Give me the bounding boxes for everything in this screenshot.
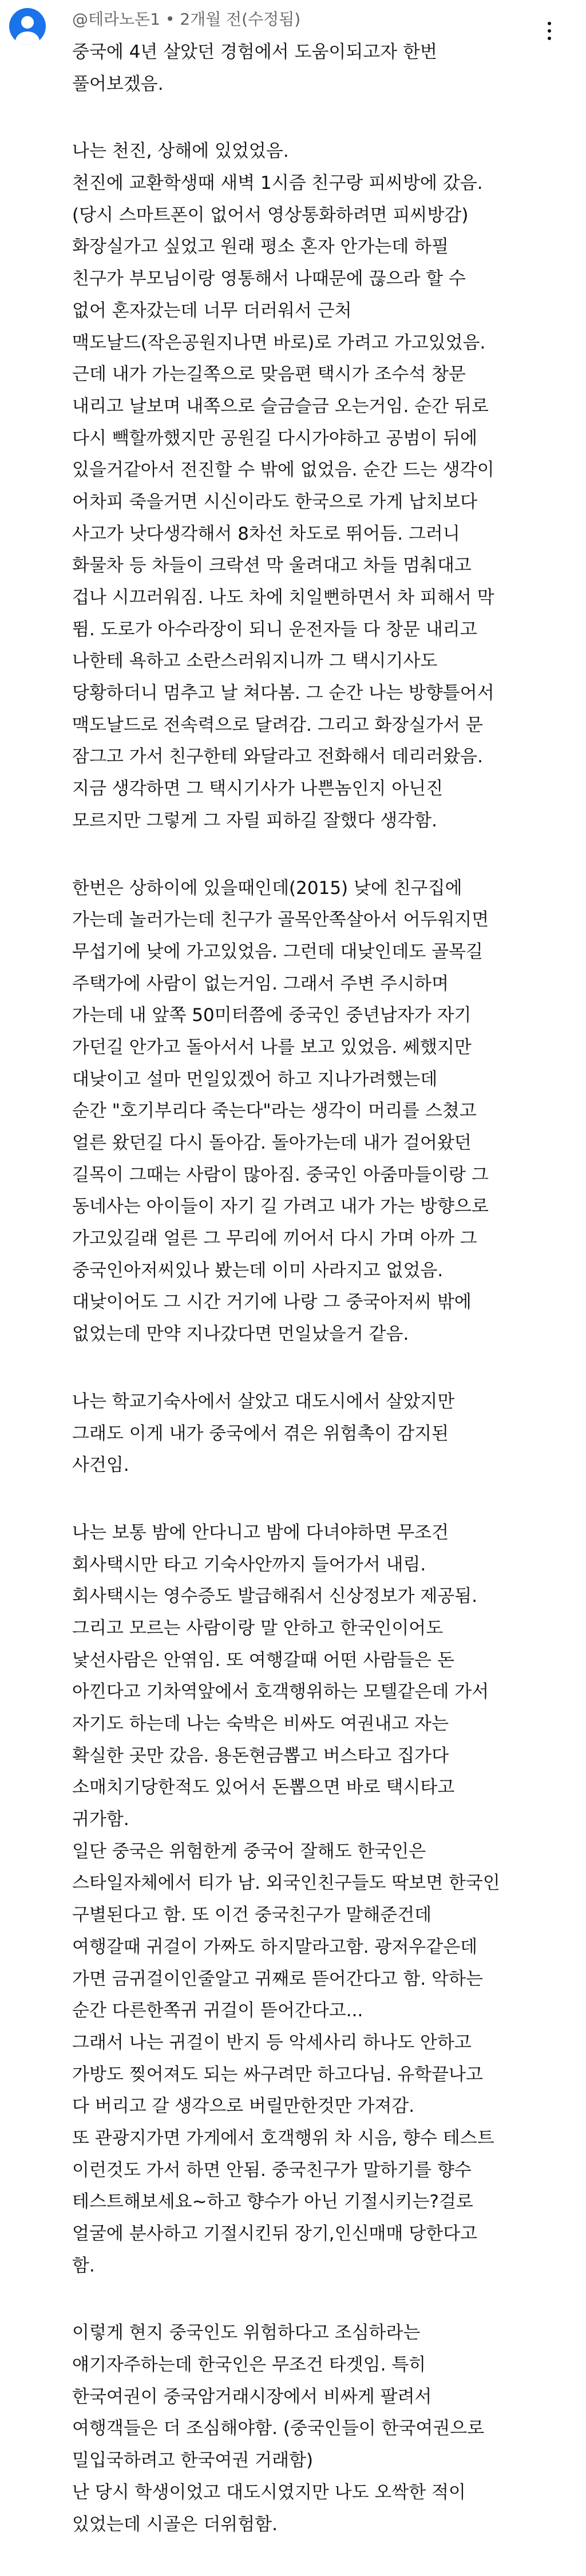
comment-paragraph: [72, 1386, 576, 1482]
comment-text-line: 얼른 왔던길 다시 돌아감. 돌아가는데 내가 걸어왔던: [72, 1133, 472, 1153]
comment-text-line: 이렇게 현지 중국인도 위험하다고 조심하라는: [72, 2322, 421, 2344]
comment-text-line: 중국인아저씨있나 봤는데 이미 사라지고 없었음.: [72, 1260, 444, 1281]
comment-text-line: 화장실가고 싶었고 원래 평소 혼자 안가는데 하필: [72, 236, 449, 258]
avatar[interactable]: [9, 8, 46, 45]
comment-text-line: 얼굴에 분사하고 기절시킨뒤 장기,인신매매 당한다고: [72, 2223, 478, 2244]
comment-text-line: 중국에 4년 살았던 경험에서 도움이되고자 한번: [72, 42, 437, 62]
comment-text-line: 그래도 이게 내가 중국에서 겪은 위험촉이 감지된: [72, 1423, 449, 1444]
separator-dot: •: [160, 10, 180, 29]
comment-paragraph: [72, 37, 576, 100]
comment-text-line: 확실한 곳만 갔음. 용돈현금뽑고 버스타고 집가다: [72, 1745, 449, 1766]
comment-text-line: 다 버리고 갈 생각으로 버릴만한것만 가져감.: [72, 2096, 415, 2117]
comment-text-line: 순간 다른한쪽귀 귀걸이 뜯어간다고...: [72, 2000, 363, 2021]
comment-text-line: 없어 혼자갔는데 너무 더러워서 근처: [72, 300, 352, 321]
author-handle[interactable]: @테라노돈1: [72, 10, 161, 29]
comment-paragraph: [72, 2317, 576, 2541]
comment-text-line: 여행갈때 귀걸이 가짜도 하지말라고함. 광저우같은데: [72, 1936, 478, 1957]
comment-text-line: 다시 빽할까했지만 공원길 다시가야하고 공범이 뒤에: [72, 428, 478, 449]
comment-paragraph: [72, 1517, 576, 2282]
comment-text-line: 맥도날드(작은공원지나면 바로)로 가려고 가고있었음.: [72, 332, 486, 353]
comment-text-line: 나는 보통 밤에 안다니고 밤에 다녀야하면 무조건: [72, 1522, 449, 1543]
comment-timestamp[interactable]: 2개월 전: [180, 10, 242, 29]
comment-text-line: 아낀다고 기차역앞에서 호객행위하는 모텔같은데 가서: [72, 1681, 489, 1703]
comment-text-line: 화물차 등 차들이 크락션 막 울려대고 차들 멈춰대고: [72, 555, 472, 576]
comment-text-line: 있었는데 시골은 더위험함.: [72, 2514, 278, 2535]
comment-text-line: 일단 중국은 위험한게 중국어 잘해도 한국인은: [72, 1841, 426, 1862]
comment-text-line: 가방도 찢어져도 되는 싸구려만 하고다님. 유학끝나고: [72, 2064, 483, 2085]
comment-text-line: 맥도날드로 전속력으로 달려감. 그리고 화장실가서 문: [72, 714, 483, 735]
comment-text-line: 여행객들은 더 조심해야함. (중국인들이 한국여권으로: [72, 2418, 485, 2439]
comment-text-line: 스타일자체에서 티가 남. 외국인친구들도 딱보면 한국인: [72, 1873, 500, 1894]
comment-text-line: 사건임.: [72, 1455, 129, 1476]
comment-text-line: 함.: [72, 2255, 95, 2276]
comment-text-line: 가던길 안가고 돌아서서 나를 보고 있었음. 쎄했지만: [72, 1036, 472, 1058]
more-vert-icon: [548, 29, 551, 33]
comment-text-line: 구별된다고 함. 또 이건 중국친구가 말해준건데: [72, 1905, 432, 1926]
edited-label: (수정됨): [241, 10, 301, 29]
comment-text-line: 대낮이어도 그 시간 거기에 나랑 그 중국아저씨 밖에: [72, 1292, 472, 1313]
comment-text-line: 근데 내가 가는길쪽으로 맞음편 택시가 조수석 창문: [72, 364, 466, 385]
comment-text-line: 사고가 낫다생각해서 8차선 차도로 뛰어듬. 그러니: [72, 523, 460, 544]
comment-text-line: 나한테 욕하고 소란스러워지니까 그 택시기사도: [72, 651, 438, 672]
comment-text-line: (당시 스마트폰이 없어서 영상통화하려면 피씨방감): [72, 204, 469, 225]
comment-text-line: 모르지만 그렇게 그 자릴 피하길 잘했다 생각함.: [72, 810, 437, 831]
comment-text-line: 한번은 상하이에 있을때인데(2015) 낮에 친구집에: [72, 877, 462, 899]
comment-paragraph: [72, 136, 576, 837]
comment-text-line: 겁나 시끄러워짐. 나도 차에 치일뻔하면서 차 피해서 막: [72, 587, 494, 608]
comment-text-line: 내리고 날보며 내쪽으로 슬금슬금 오는거임. 순간 뒤로: [72, 395, 489, 417]
comment-text-line: 그래서 나는 귀걸이 반지 등 악세사리 하나도 안하고: [72, 2032, 472, 2053]
default-avatar-icon: [9, 8, 46, 45]
comment-text-line: 지금 생각하면 그 택시기사가 나쁜놈인지 아닌진: [72, 778, 444, 800]
comment-text-line: 회사택시는 영수증도 발급해줘서 신상정보가 제공됨.: [72, 1586, 478, 1607]
comment-text-line: 대낮이고 설마 먼일있겠어 하고 지나가려했는데: [72, 1069, 438, 1090]
comment-text-line: 있을거같아서 전진할 수 밖에 없었음. 순간 드는 생각이: [72, 460, 494, 481]
comment-text-line: 주택가에 사람이 없는거임. 그래서 주변 주시하며: [72, 973, 449, 994]
comment-paragraph: [72, 873, 576, 1351]
comment-header: [72, 3, 300, 35]
comment-text-line: 순간 "호기부리다 죽는다"라는 생각이 머리를 스쳤고: [72, 1101, 477, 1122]
comment-body: [72, 37, 576, 2576]
comment-text-line: 천진에 교환학생때 새벽 1시즘 친구랑 피씨방에 갔음.: [72, 173, 483, 194]
comment-text-line: 길목이 그때는 사람이 많아짐. 중국인 아줌마들이랑 그: [72, 1164, 489, 1185]
comment-text-line: 뜀. 도로가 아수라장이 되니 운전자들 다 창문 내리고: [72, 619, 477, 640]
comment-text-line: 친구가 부모님이랑 영통해서 나때문에 끊으라 할 수: [72, 268, 466, 290]
comment-text-line: 테스트해보세요~하고 향수가 아닌 기절시키는?걸로: [72, 2191, 473, 2213]
more-vert-icon: [548, 22, 551, 25]
comment-text-line: 나는 천진, 상해에 있었었음.: [72, 141, 289, 162]
comment-text-line: 자기도 하는데 나는 숙박은 비싸도 여권내고 자는: [72, 1714, 449, 1734]
comment-text-line: 그리고 모르는 사람이랑 말 안하고 한국인이어도: [72, 1617, 444, 1639]
comment-text-line: 어차피 죽을거면 시신이라도 한국으로 가게 납치보다: [72, 491, 478, 512]
comment-text-line: 가고있길래 얼른 그 무리에 끼어서 다시 가며 아까 그: [72, 1228, 477, 1249]
comment-text-line: 밀입국하려고 한국여권 거래함): [72, 2450, 314, 2471]
comment-text-line: 가는데 놀러가는데 친구가 골목안쪽살아서 어두워지면: [72, 909, 489, 931]
comment-text-line: 한국여권이 중국암거래시장에서 비싸게 팔려서: [72, 2386, 432, 2407]
comment-text-line: 낯선사람은 안엮임. 또 여행갈때 어떤 사람들은 돈: [72, 1649, 454, 1671]
comment-text-line: 얘기자주하는데 한국인은 무조건 타겟임. 특히: [72, 2355, 426, 2376]
comment-text-line: 풀어보겠음.: [72, 73, 164, 94]
comment-text-line: 귀가함.: [72, 1809, 129, 1830]
comment-text-line: 회사택시만 타고 기숙사안까지 들어가서 내림.: [72, 1554, 426, 1575]
comment-text-line: 가는데 내 앞쪽 50미터쯤에 중국인 중년남자가 자기: [72, 1005, 472, 1026]
comment-text-line: 난 당시 학생이었고 대도시였지만 나도 오싹한 적이: [72, 2482, 466, 2503]
comment-text-line: 동네사는 아이들이 자기 길 가려고 내가 가는 방향으로: [72, 1196, 489, 1217]
comment-text-line: 당황하더니 멈추고 날 쳐다봄. 그 순간 나는 방향틀어서: [72, 683, 494, 704]
comment-text-line: 나는 학교기숙사에서 살았고 대도시에서 살았지만: [72, 1391, 455, 1412]
comment-text-line: 가면 금귀걸이인줄알고 귀째로 뜯어간다고 함. 악하는: [72, 1968, 483, 1989]
comment-text-line: 없었는데 만약 지나갔다면 먼일났을거 같음.: [72, 1324, 409, 1345]
comment-text-line: 또 관광지가면 가게에서 호객행위 차 시음, 향수 테스트: [72, 2127, 494, 2148]
comment-text-line: 소매치기당한적도 있어서 돈뽑으면 바로 택시타고: [72, 1777, 455, 1798]
comment-text-line: 무섭기에 낮에 가고있었음. 그런데 대낮인데도 골목길: [72, 941, 483, 962]
comment-text-line: 이런것도 가서 하면 안됨. 중국친구가 말하기를 향수: [72, 2159, 472, 2181]
comment-text-line: 잠그고 가서 친구한테 와달라고 전화해서 데리러왔음.: [72, 746, 483, 767]
